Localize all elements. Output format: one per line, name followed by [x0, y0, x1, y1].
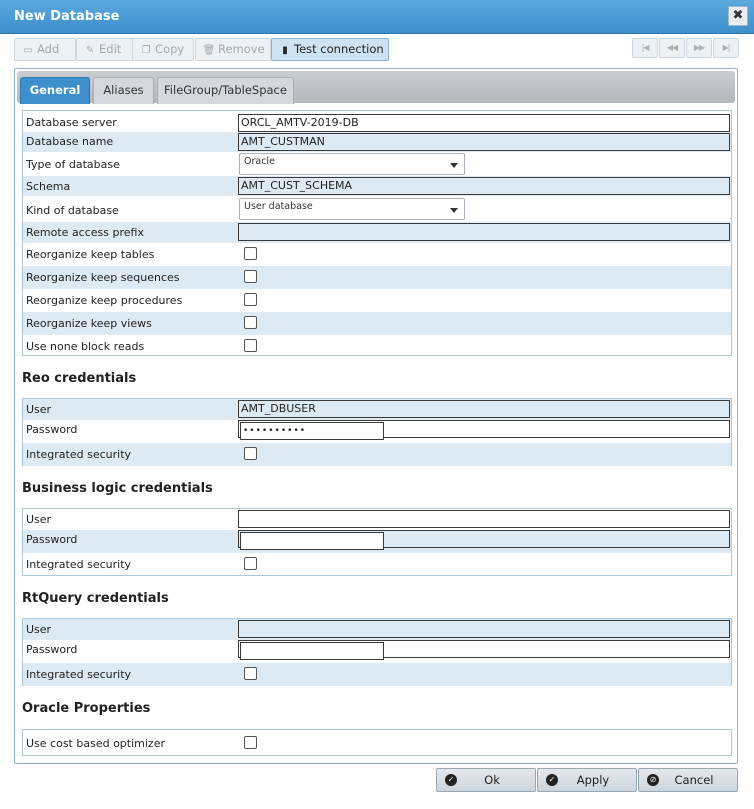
keep-tables-row — [23, 243, 731, 266]
chevron-down-icon — [450, 163, 458, 168]
remove-button[interactable] — [195, 38, 271, 61]
rtquery-user-row — [23, 619, 731, 640]
oracle-heading: Oracle Properties — [22, 701, 151, 716]
tab-aliases[interactable]: Aliases — [93, 77, 154, 104]
prefix-label: Remote access prefix — [26, 226, 144, 239]
name-row — [23, 132, 731, 152]
schema-row — [23, 176, 731, 196]
remove-label: Remove — [218, 42, 265, 56]
kind-row — [23, 196, 731, 222]
cancel-label: Cancel — [674, 773, 714, 787]
type-label: Type of database — [26, 158, 120, 171]
rtquery-user-label: User — [26, 623, 52, 636]
none-block-label: Use none block reads — [26, 340, 145, 353]
reo-integrated-label: Integrated security — [26, 448, 132, 461]
rtquery-password-row — [23, 640, 731, 663]
business-password-row — [23, 530, 731, 553]
business-heading: Business logic credentials — [22, 481, 213, 496]
reo-integrated-row — [23, 443, 731, 466]
general-group — [22, 110, 732, 356]
prefix-row — [23, 222, 731, 243]
keep-views-label: Reorganize keep views — [26, 317, 152, 330]
oracle-group — [22, 729, 732, 756]
first-record-button[interactable]: |◀ — [632, 38, 658, 58]
copy-label: Copy — [155, 42, 185, 56]
reo-group — [22, 398, 732, 466]
business-integrated-row — [23, 553, 731, 576]
business-integrated-checkbox[interactable] — [244, 557, 257, 570]
reo-password-label: Password — [26, 423, 78, 436]
test-connection-button[interactable] — [271, 38, 389, 61]
business-user-label: User — [26, 513, 52, 526]
keep-views-checkbox[interactable] — [244, 316, 257, 329]
business-user-row — [23, 509, 731, 530]
window-title: New Database — [14, 9, 120, 24]
rtquery-integrated-label: Integrated security — [26, 668, 132, 681]
window-titlebar — [0, 0, 754, 34]
type-value: Oracle — [244, 156, 275, 167]
business-password-input[interactable] — [240, 532, 384, 550]
cbo-label: Use cost based optimizer — [26, 737, 165, 750]
plug-icon: ▮ — [282, 45, 288, 56]
keep-procedures-row — [23, 289, 731, 312]
next-record-button[interactable]: ▶▶ — [686, 38, 712, 58]
tab-general[interactable]: General — [20, 77, 90, 104]
kind-select[interactable] — [239, 198, 465, 220]
business-user-input[interactable] — [238, 510, 730, 528]
check-icon: ✓ — [445, 774, 457, 786]
keep-sequences-label: Reorganize keep sequences — [26, 271, 180, 284]
last-record-button[interactable]: ▶| — [713, 38, 739, 58]
rtquery-user-input[interactable] — [238, 620, 730, 638]
copy-button[interactable] — [132, 38, 194, 61]
prefix-input[interactable] — [238, 223, 730, 241]
apply-label: Apply — [576, 773, 610, 787]
keep-tables-label: Reorganize keep tables — [26, 248, 155, 261]
edit-label: Edit — [99, 42, 122, 56]
ok-button[interactable] — [436, 768, 536, 792]
keep-views-row — [23, 312, 731, 335]
business-integrated-label: Integrated security — [26, 558, 132, 571]
reo-user-label: User — [26, 403, 52, 416]
rtquery-integrated-row — [23, 663, 731, 686]
schema-label: Schema — [26, 180, 71, 193]
keep-procedures-label: Reorganize keep procedures — [26, 294, 183, 307]
reo-user-input[interactable]: AMT_DBUSER — [238, 400, 730, 418]
name-label: Database name — [26, 135, 114, 148]
reo-password-input[interactable]: •••••••••• — [240, 422, 384, 440]
type-select[interactable] — [239, 153, 465, 175]
cbo-checkbox[interactable] — [244, 736, 257, 749]
apply-button[interactable] — [537, 768, 637, 792]
copy-icon: ❐ — [141, 45, 151, 56]
rtquery-group — [22, 618, 732, 686]
keep-sequences-checkbox[interactable] — [244, 270, 257, 283]
reo-user-row — [23, 399, 731, 420]
server-label: Database server — [26, 116, 117, 129]
rtquery-password-label: Password — [26, 643, 78, 656]
keep-procedures-checkbox[interactable] — [244, 293, 257, 306]
kind-label: Kind of database — [26, 204, 119, 217]
schema-input[interactable]: AMT_CUST_SCHEMA — [238, 177, 730, 195]
reo-integrated-checkbox[interactable] — [244, 447, 257, 460]
test-connection-label: Test connection — [294, 42, 384, 56]
type-row — [23, 152, 731, 176]
trash-icon: 🗑 — [202, 45, 216, 56]
tab-filegroup-tablespace[interactable]: FileGroup/TableSpace — [157, 77, 294, 104]
cancel-button[interactable] — [638, 768, 738, 792]
add-label: Add — [37, 42, 60, 56]
keep-tables-checkbox[interactable] — [244, 247, 257, 260]
pencil-icon: ✎ — [85, 45, 95, 56]
business-password-label: Password — [26, 533, 78, 546]
ok-label: Ok — [484, 773, 500, 787]
chevron-down-icon — [450, 208, 458, 213]
tab-strip — [17, 71, 735, 103]
add-icon: ▭ — [23, 45, 33, 56]
edit-button[interactable] — [76, 38, 136, 61]
rtquery-heading: RtQuery credentials — [22, 591, 169, 606]
business-group — [22, 508, 732, 576]
check-icon: ✓ — [546, 774, 558, 786]
rtquery-integrated-checkbox[interactable] — [244, 667, 257, 680]
add-button[interactable] — [14, 38, 76, 61]
none-block-checkbox[interactable] — [244, 339, 257, 352]
reo-password-row — [23, 420, 731, 443]
name-input[interactable]: AMT_CUSTMAN — [238, 133, 730, 151]
none-block-row — [23, 335, 731, 358]
kind-value: User database — [244, 201, 313, 212]
prev-record-button[interactable]: ◀◀ — [659, 38, 685, 58]
rtquery-password-input[interactable] — [240, 642, 384, 660]
server-row — [23, 112, 731, 132]
keep-sequences-row — [23, 266, 731, 289]
cancel-icon: ⊘ — [647, 774, 659, 786]
server-input[interactable]: ORCL_AMTV-2019-DB — [238, 114, 730, 132]
cbo-row — [23, 732, 731, 755]
reo-heading: Reo credentials — [22, 371, 137, 386]
close-icon[interactable]: ✖ — [728, 6, 748, 26]
